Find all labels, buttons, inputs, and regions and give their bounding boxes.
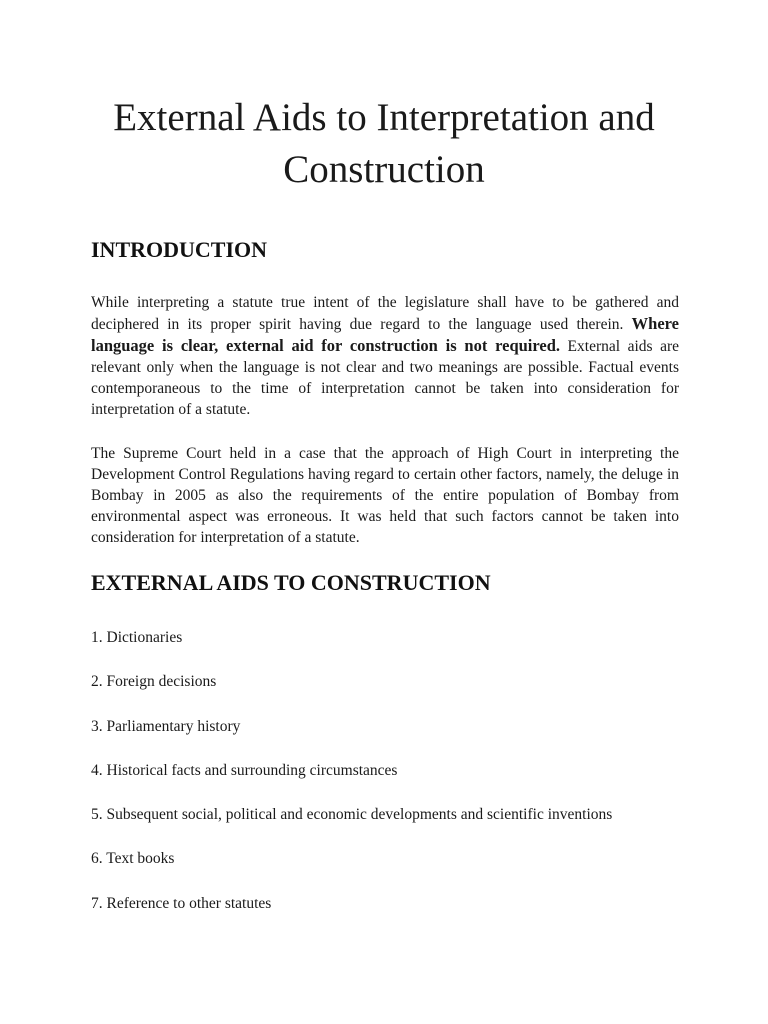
list-item-dictionaries: 1. Dictionaries [91, 629, 183, 646]
list-item-other-statutes: 7. Reference to other statutes [91, 894, 272, 912]
introduction-paragraph-1 [91, 292, 679, 420]
list-item-foreign-decisions: 2. Foreign decisions [91, 673, 217, 691]
list-item-subsequent-developments: 5. Subsequent social, political and economic developments and scientific inventions [91, 806, 613, 824]
title-line-1: External Aids to Interpretation and [113, 96, 655, 139]
paragraph-1-text-end: External aids are relevant only when the language is not clear and two meanings are possible. Factual events contemporaneous to the time of interpretation cannot be taken into consideration for interpretation of a statute. [91, 338, 680, 418]
list-item-parliamentary-history: 3. Parliamentary history [91, 717, 241, 735]
paragraph-1-bold-statement: Where language is clear, external aid for construction is not required. [91, 314, 679, 355]
title-line-2: Construction [283, 148, 485, 191]
external-aids-list [91, 627, 711, 937]
external-aids-heading: EXTERNAL AIDS TO CONSTRUCTION [91, 570, 491, 595]
introduction-paragraph-2: The Supreme Court held in a case that the approach of High Court in interpreting the Development Control Regulations having regard to certain other factors, namely, the deluge in Bombay in 2005 as also the requirements of the entire population of Bombay from environmental aspect was erroneous. It was held that such factors cannot be taken into consideration for interpretation of a statute. [91, 445, 679, 546]
list-item-historical-facts: 4. Historical facts and surrounding circumstances [91, 761, 398, 779]
list-item-text-books: 6. Text books [91, 850, 175, 868]
document-title [60, 92, 708, 196]
introduction-heading: INTRODUCTION [91, 237, 268, 262]
paragraph-1-text-start: While interpreting a statute true intent of the legislature shall have to be gathered and deciphered in its proper spirit having due regard to the language used therein. [91, 294, 679, 333]
